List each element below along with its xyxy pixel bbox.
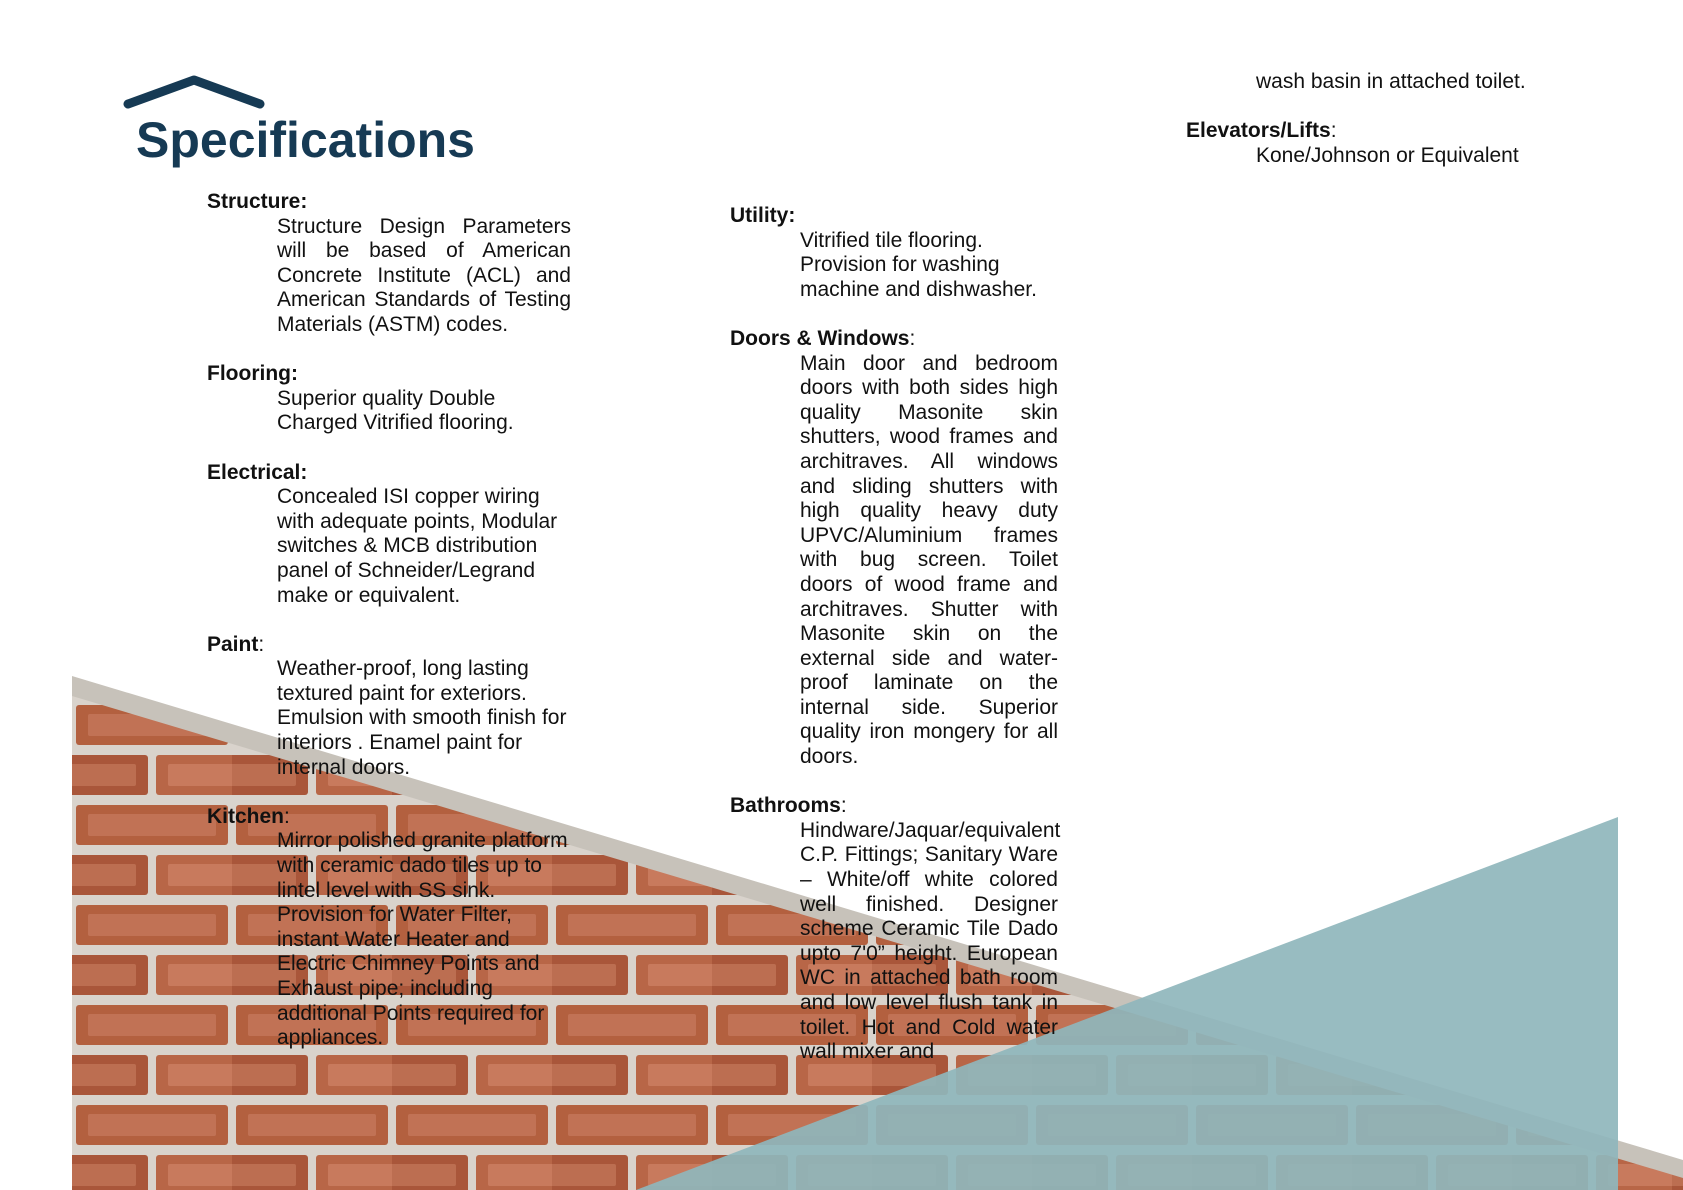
spec-section-structure bbox=[207, 190, 571, 338]
spec-section-utility bbox=[730, 204, 1058, 302]
section-body: Vitrified tile flooring. Provision for washing machine and dishwasher. bbox=[800, 228, 1037, 301]
section-heading-line bbox=[730, 794, 1058, 819]
spec-section-electrical bbox=[207, 461, 571, 609]
section-heading: Doors & Windows bbox=[730, 326, 910, 350]
heading-separator: : bbox=[284, 804, 290, 828]
continuation-text: wash basin in attached toilet. bbox=[1256, 70, 1526, 93]
section-heading-line bbox=[207, 362, 571, 387]
section-body: Hindware/Jaquar/equivalent C.P. Fittings; Sanitary Ware – White/off white colored well finished. Designer scheme Ceramic Tile Dado upto 7'0” height. European WC in attached bath room and low level flush tank in toilet. Hot and Cold water wall mixer and bbox=[800, 818, 1061, 1064]
section-heading: Flooring: bbox=[207, 362, 298, 386]
spec-column-middle bbox=[730, 204, 1061, 1089]
section-heading-line bbox=[1186, 119, 1546, 144]
roof-logo-icon bbox=[122, 74, 266, 110]
section-heading: Utility: bbox=[730, 204, 796, 227]
section-heading: Kitchen bbox=[207, 804, 285, 828]
heading-separator: : bbox=[258, 632, 265, 656]
section-heading: Structure: bbox=[207, 190, 308, 213]
section-heading: Bathrooms bbox=[730, 794, 841, 818]
section-heading-line bbox=[730, 204, 1058, 229]
section-body: Main door and bedroom doors with both sides high quality Masonite skin shutters, wood frames and architraves. All windows and sliding shutters with high quality heavy duty UPVC/Aluminium frames with bug screen. Toilet doors of wood frame and architraves. Shutter with Masonite skin on the external side and water-proof laminate on the internal side. Superior quality iron mongery for all doors. bbox=[800, 351, 1058, 769]
spec-column-right bbox=[1186, 70, 1546, 193]
page-title: Specifications bbox=[136, 112, 475, 168]
section-body: Structure Design Parameters will be based of American Concrete Institute (ACL) and American Standards of Testing Materials (ASTM) codes. bbox=[277, 214, 571, 336]
section-body: Weather-proof, long lasting textured paint for exteriors. Emulsion with smooth finish for interiors . Enamel paint for internal doors. bbox=[277, 657, 567, 779]
spec-section-paint bbox=[207, 633, 571, 781]
heading-separator: : bbox=[909, 326, 916, 350]
spec-section-bathrooms bbox=[730, 794, 1061, 1065]
section-body: Kone/Johnson or Equivalent bbox=[1256, 143, 1519, 167]
spec-section-doors-windows bbox=[730, 327, 1058, 770]
heading-separator: : bbox=[1330, 119, 1337, 143]
heading-separator: : bbox=[840, 794, 847, 818]
section-heading: Paint bbox=[207, 632, 259, 656]
section-body: Superior quality Double Charged Vitrified flooring. bbox=[277, 386, 514, 435]
section-heading-line bbox=[207, 805, 571, 830]
section-heading-line bbox=[207, 461, 571, 486]
spec-section-flooring bbox=[207, 362, 571, 436]
section-heading: Elevators/Lifts bbox=[1186, 119, 1331, 143]
section-body: Mirror polished granite platform with ceramic dado tiles up to lintel level with SS sink. Provision for Water Filter, instant Water Heater and Electric Chimney Points and Exhaust pipe; including additional Points required for appliances. bbox=[277, 829, 568, 1050]
section-heading-line bbox=[207, 190, 571, 215]
section-heading-line bbox=[730, 327, 1058, 352]
spec-section-kitchen bbox=[207, 805, 571, 1051]
section-body: Concealed ISI copper wiring with adequate points, Modular switches & MCB distribution panel of Schneider/Legrand make or equivalent. bbox=[277, 485, 558, 607]
spec-column-left bbox=[207, 190, 571, 1075]
spec-section-elevators bbox=[1186, 119, 1546, 168]
section-heading: Electrical: bbox=[207, 460, 308, 484]
section-heading-line bbox=[207, 633, 571, 658]
